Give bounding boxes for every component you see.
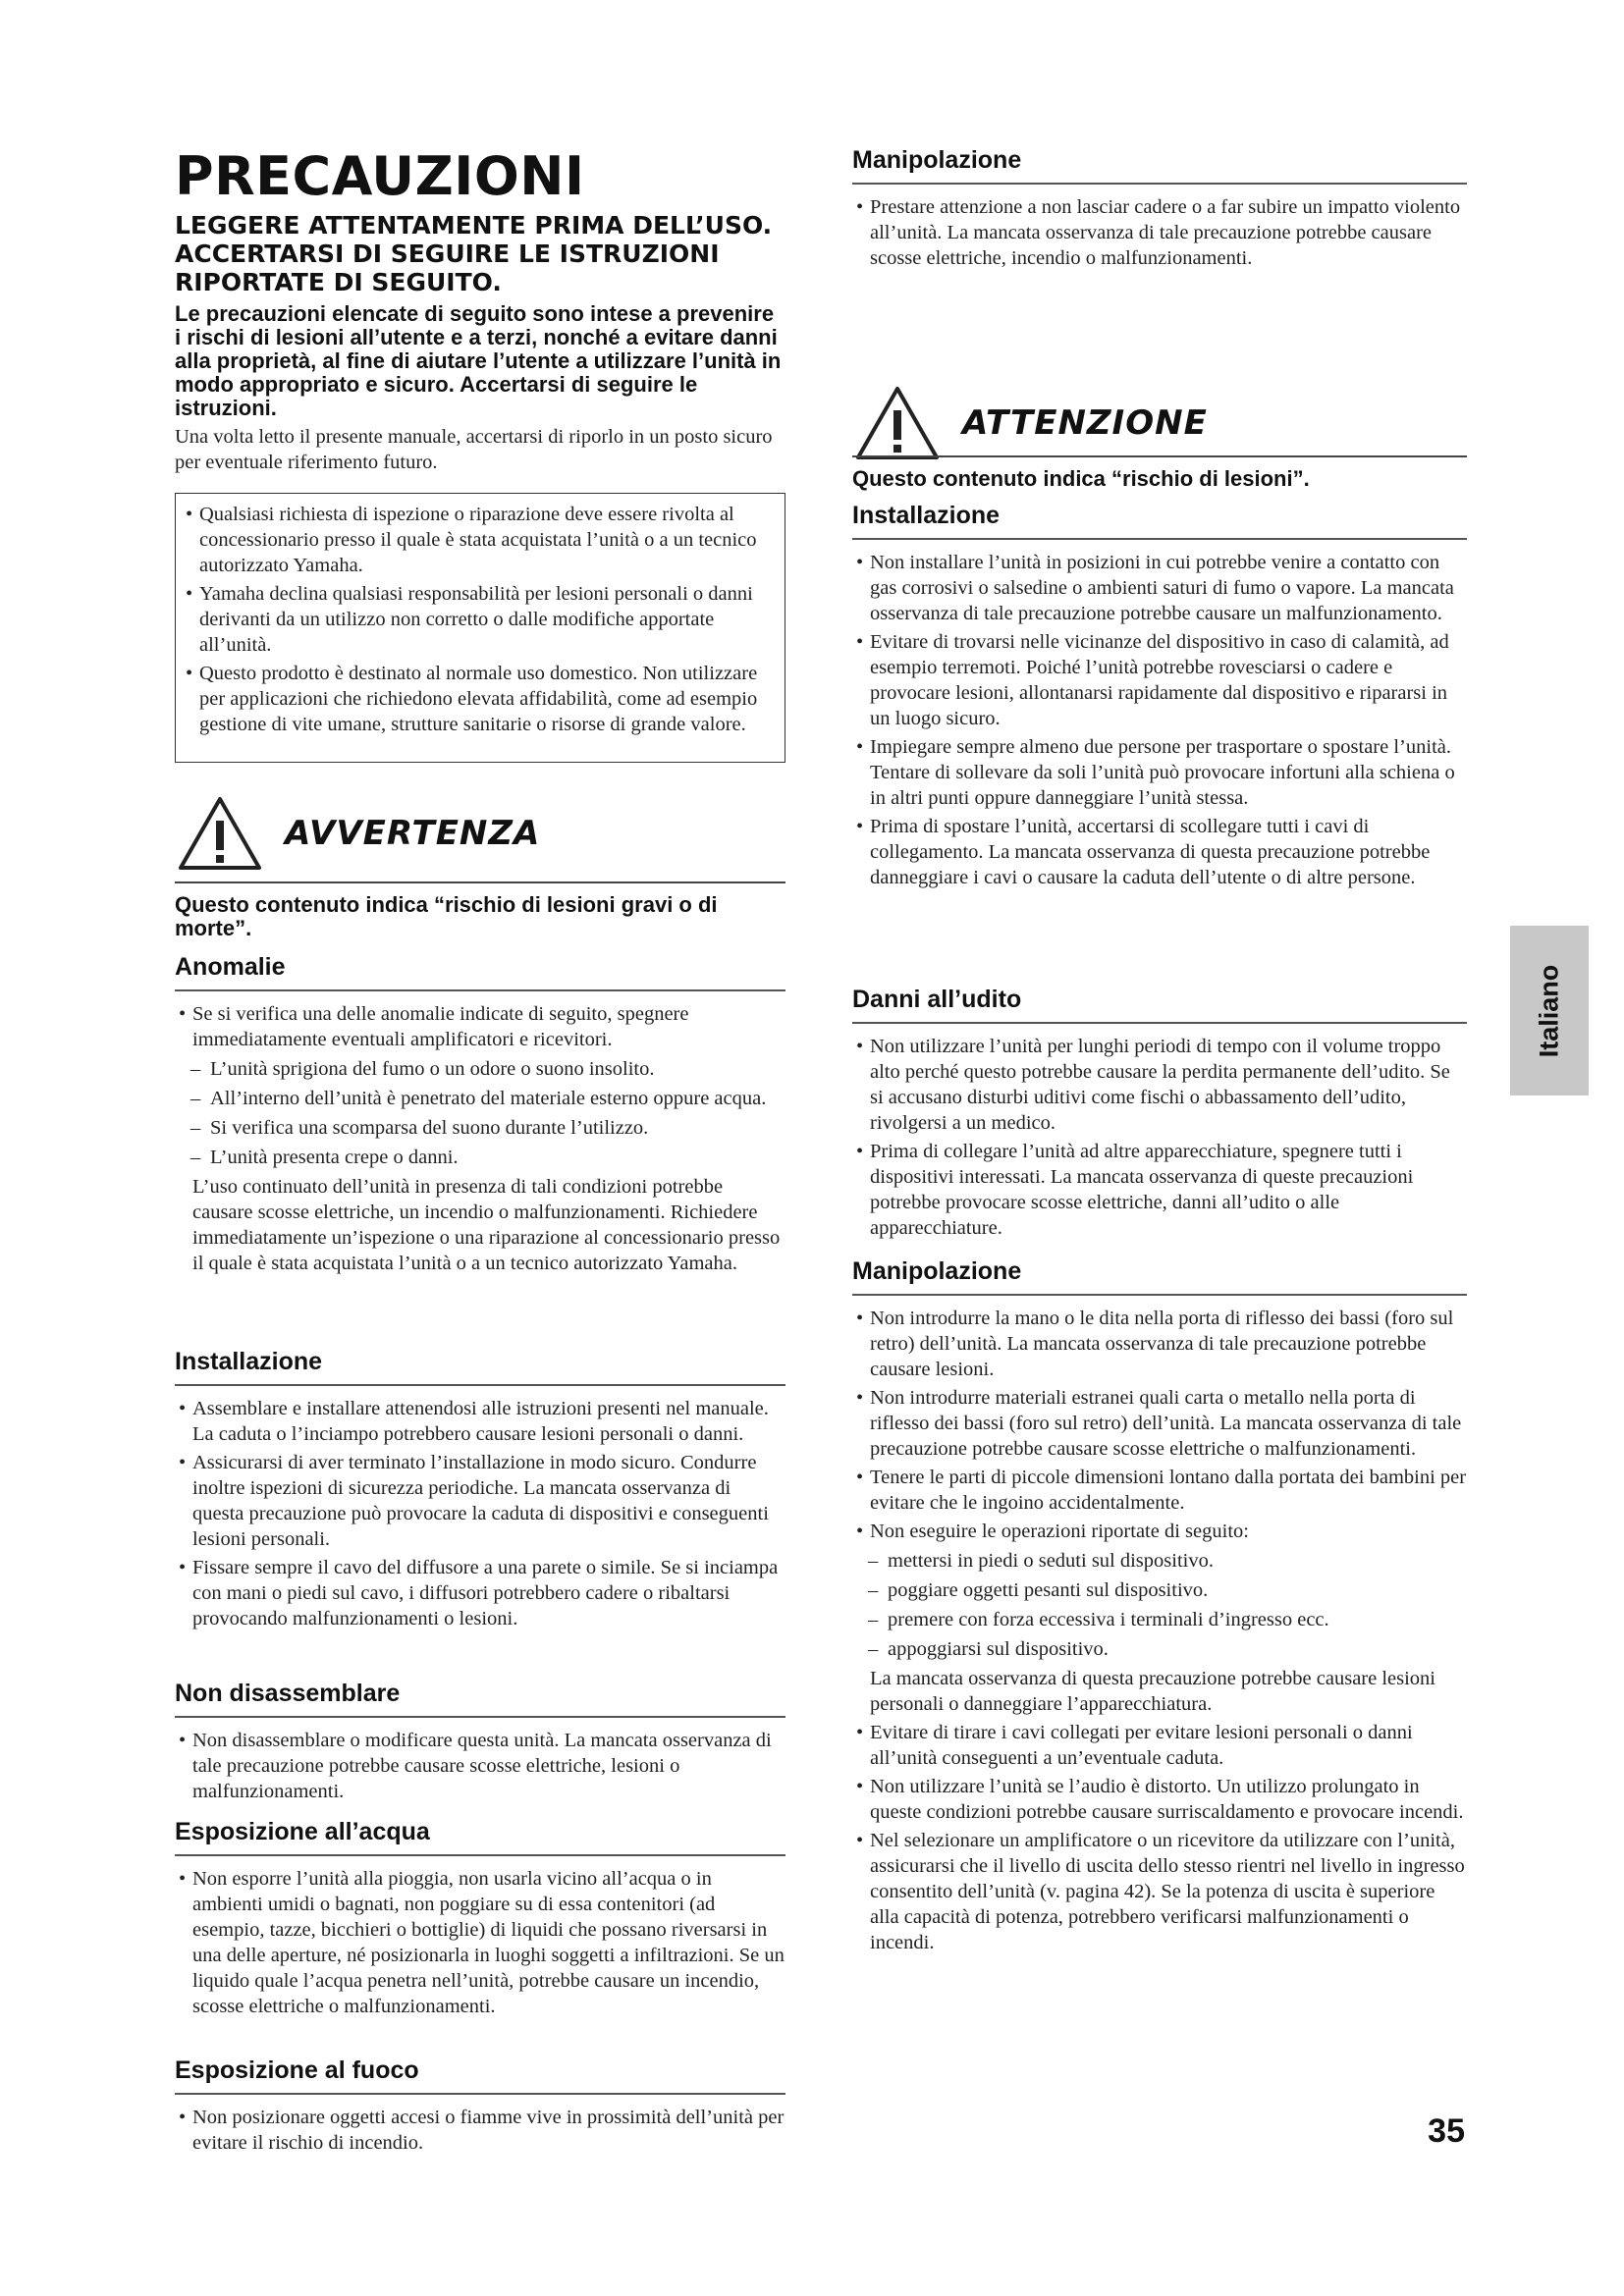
list-item: – premere con forza eccessiva i terminali d’ingresso ecc.	[852, 1607, 1467, 1632]
section-manipolazione-caution	[852, 1256, 1467, 1958]
paragraph: La mancata osservanza di questa precauzione potrebbe causare lesioni personali o danneggiare l’apparecchiatura.	[870, 1668, 1436, 1715]
section-disassemblare	[175, 1679, 785, 1807]
section-heading: Esposizione al fuoco	[175, 2056, 785, 2095]
language-tab	[1510, 926, 1589, 1095]
subtitle-block	[175, 211, 774, 296]
list-item: • Non introdurre la mano o le dita nella porta di riflesso dei bassi (foro sul retro) dell’unità. La mancata osservanza di tale precauzione potrebbe causare lesioni.	[852, 1306, 1467, 1382]
list-item: • Impiegare sempre almeno due persone per trasportare o spostare l’unità. Tentare di sollevare da soli l’unità può provocare infortuni alla schiena o in altri punti oppure danneggiare l’unità stessa.	[852, 734, 1467, 811]
bullet-list	[175, 1001, 785, 1052]
list-item: • Yamaha declina qualsiasi responsabilità per lesioni personali o danni derivanti da un utilizzo non corretto o dalle modifiche apportate all’unità.	[182, 581, 773, 658]
lead-block	[175, 302, 785, 475]
list-item: • Non utilizzare l’unità per lunghi periodi di tempo con il volume troppo alto perché questo potrebbe causare la perdita permanente dell’udito. Se si accusano disturbi uditivi come fischi o abbassamento dell’udito, rivolgersi a un medico.	[852, 1034, 1467, 1136]
list-item: • Non installare l’unità in posizioni in cui potrebbe venire a contatto con gas corrosivi o salsedine o ambienti saturi di fumo o vapore. La mancata osservanza di tale precauzione potrebbe causare un malfunzionamento.	[852, 550, 1467, 626]
list-item: – All’interno dell’unità è penetrato del materiale esterno oppure acqua.	[175, 1086, 785, 1111]
list-item: – poggiare oggetti pesanti sul dispositivo.	[852, 1577, 1467, 1603]
subtitle: LEGGERE ATTENTAMENTE PRIMA DELL’USO. ACCERTARSI DI SEGUIRE LE ISTRUZIONI RIPORTATE DI SEGUITO.	[175, 211, 773, 296]
bullet-list	[852, 1034, 1467, 1241]
caution-description: Questo contenuto indica “rischio di lesioni”.	[852, 466, 1310, 491]
list-item: • Assemblare e installare attenendosi alle istruzioni presenti nel manuale. La caduta o l’inciampo potrebbero causare lesioni personali o danni.	[175, 1396, 785, 1447]
section-heading: Danni all’udito	[852, 985, 1467, 1024]
list-item: – L’unità sprigiona del fumo o un odore o suono insolito.	[175, 1056, 785, 1082]
list-item: • Evitare di trovarsi nelle vicinanze del dispositivo in caso di calamità, ad esempio terremoti. Poiché l’unità potrebbe rovesciarsi o cadere e provocare lesioni, allontanarsi rapidamente dal dispositivo e ripararsi in un luogo sicuro.	[852, 629, 1467, 731]
caution-label: ATTENZIONE	[962, 403, 1208, 443]
list-item: • Non eseguire le operazioni riportate di seguito:	[852, 1519, 1467, 1544]
list-item: • Questo prodotto è destinato al normale uso domestico. Non utilizzare per applicazioni che richiedono elevata affidabilità, come ad esempio gestione di vite umane, strutture sanitarie o risorse di grande valore.	[182, 661, 773, 737]
list-item: – mettersi in piedi o seduti sul dispositivo.	[852, 1548, 1467, 1574]
notice-box	[175, 493, 785, 763]
intro-text: Una volta letto il presente manuale, accertarsi di riporlo in un posto sicuro per eventuale riferimento futuro.	[175, 426, 773, 473]
notice-list	[182, 502, 773, 737]
list-item: • Assicurarsi di aver terminato l’installazione in modo sicuro. Condurre inoltre ispezioni di sicurezza periodiche. La mancata osservanza di questa precauzione può provocare la caduta di dispositivi e conseguenti lesioni personali.	[175, 1450, 785, 1552]
dash-list	[852, 1548, 1467, 1662]
list-item: • Non disassemblare o modificare questa unità. La mancata osservanza di tale precauzione potrebbe causare scosse elettriche, lesioni o malfunzionamenti.	[175, 1728, 785, 1804]
list-item: • Tenere le parti di piccole dimensioni lontano dalla portata dei bambini per evitare che le ingoino accidentalmente.	[852, 1465, 1467, 1516]
list-item: • Prestare attenzione a non lasciar cadere o a far subire un impatto violento all’unità. La mancata osservanza di tale precauzione potrebbe causare scosse elettriche, incendio o malfunzionamenti.	[852, 194, 1467, 271]
warning-description-block	[175, 893, 785, 940]
list-item: • Se si verifica una delle anomalie indicate di seguito, spegnere immediatamente eventuali amplificatori e ricevitori.	[175, 1001, 785, 1052]
lead-text: Le precauzioni elencate di seguito sono intese a prevenire i rischi di lesioni all’utente e a terzi, nonché a evitare danni alla proprietà, al fine di aiutare l’utente a utilizzare l’unità in modo appropriato e sicuro. Accertarsi di seguire le istruzioni.	[175, 301, 782, 420]
section-heading: Manipolazione	[852, 1256, 1467, 1296]
page-number: 35	[1428, 2112, 1465, 2150]
section-anomalie	[175, 952, 785, 1276]
list-item: – appoggiarsi sul dispositivo.	[852, 1636, 1467, 1662]
warning-label: AVVERTENZA	[285, 814, 541, 853]
caution-rule	[852, 455, 1467, 457]
section-fuoco	[175, 2056, 785, 2159]
paragraph: L’uso continuato dell’unità in presenza di tali condizioni potrebbe causare scosse elettriche, un incendio o malfunzionamenti. Richiedere immediatamente un’ispezione o una riparazione al concessionario presso il quale è stata acquistata l’unità o a un tecnico autorizzato Yamaha.	[192, 1176, 781, 1274]
section-heading: Non disassemblare	[175, 1679, 785, 1718]
section-heading: Installazione	[175, 1347, 785, 1386]
list-item: • Non esporre l’unità alla pioggia, non usarla vicino all’acqua o in ambienti umidi o bagnati, non poggiare su di essa contenitori (ad esempio, tazze, bicchieri o bottiglie) di liquidi che possano riversarsi in una delle aperture, né posizionarla in luoghi soggetti a infiltrazioni. Se un liquido quale l’acqua penetra nell’unità, potrebbe causare un incendio, scosse elettriche o malfunzionamenti.	[175, 1866, 785, 2019]
section-heading: Manipolazione	[852, 145, 1467, 185]
page-title: PRECAUZIONI	[175, 145, 585, 207]
warning-header	[177, 795, 540, 872]
list-item: – Si verifica una scomparsa del suono durante l’utilizzo.	[175, 1115, 785, 1141]
list-item: • Qualsiasi richiesta di ispezione o riparazione deve essere rivolta al concessionario presso il quale è stata acquistata l’unità o a un tecnico autorizzato Yamaha.	[182, 502, 773, 578]
warning-rule	[175, 881, 785, 883]
list-item: • Evitare di tirare i cavi collegati per evitare lesioni personali o danni all’unità conseguenti a un’eventuale caduta.	[852, 1720, 1467, 1771]
section-heading: Esposizione all’acqua	[175, 1817, 785, 1856]
bullet-list	[175, 2105, 785, 2156]
list-item: • Fissare sempre il cavo del diffusore a una parete o simile. Se si inciampa con mani o piedi sul cavo, i diffusori potrebbero cadere o ribaltarsi provocando malfunzionamenti o lesioni.	[175, 1555, 785, 1631]
list-item: • Prima di spostare l’unità, accertarsi di scollegare tutti i cavi di collegamento. La mancata osservanza di questa precauzione potrebbe danneggiare i cavi o causare la caduta dell’utente o di altre persone.	[852, 814, 1467, 890]
bullet-list	[852, 194, 1467, 271]
bullet-list	[852, 1306, 1467, 1544]
bullet-list	[852, 550, 1467, 890]
list-item: • Non posizionare oggetti accesi o fiamme vive in prossimità dell’unità per evitare il rischio di incendio.	[175, 2105, 785, 2156]
list-item: – L’unità presenta crepe o danni.	[175, 1145, 785, 1170]
dash-list	[175, 1056, 785, 1170]
caution-header	[854, 385, 1208, 461]
caution-triangle-icon	[854, 385, 941, 461]
caution-description-block	[852, 467, 1467, 491]
list-item: • Prima di collegare l’unità ad altre apparecchiature, spegnere tutti i dispositivi interessati. La mancata osservanza di queste precauzioni potrebbe provocare scosse elettriche, danni all’udito o alle apparecchiature.	[852, 1139, 1467, 1241]
list-item: • Non utilizzare l’unità se l’audio è distorto. Un utilizzo prolungato in queste condizioni potrebbe causare surriscaldamento e provocare incendi.	[852, 1774, 1467, 1825]
warning-triangle-icon	[177, 795, 263, 872]
bullet-list	[175, 1396, 785, 1631]
bullet-list	[175, 1728, 785, 1804]
section-heading: Installazione	[852, 501, 1467, 540]
bullet-list	[175, 1866, 785, 2019]
section-installazione-caution	[852, 501, 1467, 893]
language-tab-label: Italiano	[1534, 964, 1564, 1057]
section-installazione-warning	[175, 1347, 785, 1634]
bullet-list	[852, 1720, 1467, 1955]
section-acqua	[175, 1817, 785, 2022]
list-item: • Non introdurre materiali estranei quali carta o metallo nella porta di riflesso dei bassi (foro sul retro) dell’unità. La mancata osservanza di tale precauzione potrebbe causare scosse elettriche o malfunzionamenti.	[852, 1385, 1467, 1462]
list-item: • Nel selezionare un amplificatore o un ricevitore da utilizzare con l’unità, assicurarsi che il livello di uscita dello stesso rientri nel livello in ingresso consentito dell’unità (v. pagina 42). Se la potenza di uscita è superiore alla capacità di potenza, potrebbero verificarsi malfunzionamenti o incendi.	[852, 1828, 1467, 1955]
section-heading: Anomalie	[175, 952, 785, 991]
section-udito	[852, 985, 1467, 1244]
warning-description: Questo contenuto indica “rischio di lesioni gravi o di morte”.	[175, 892, 718, 940]
section-manipolazione-warning	[852, 145, 1467, 274]
